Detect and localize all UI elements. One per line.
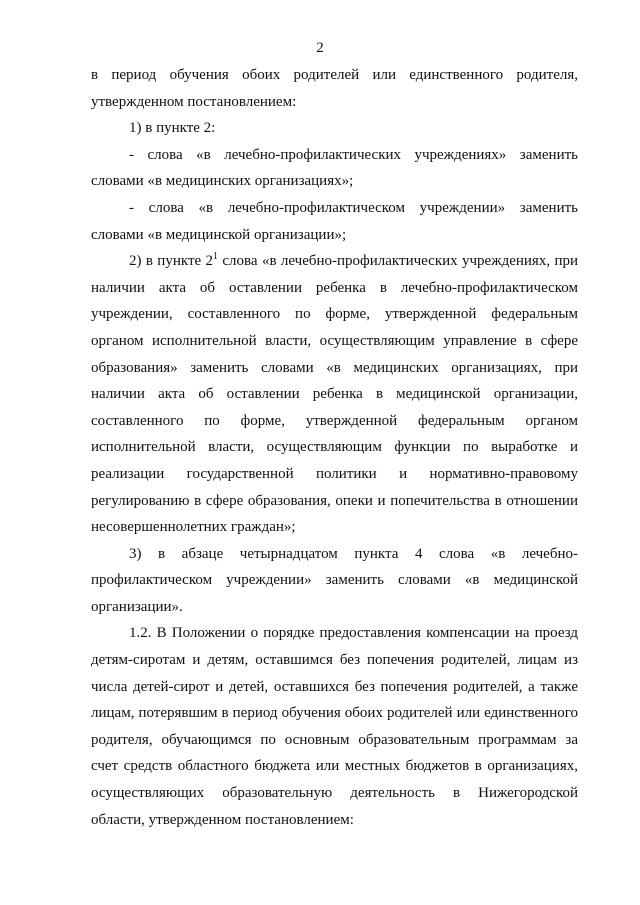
document-body: [91, 62, 578, 833]
paragraph-item-2: [91, 248, 578, 541]
paragraph-item-2-lead: 2) в пункте 2: [129, 253, 214, 270]
paragraph-item-1: 1) в пункте 2:: [129, 120, 216, 137]
paragraph-item-1-dash-1: - слова «в лечебно-профилактических учреждениях» заменить словами «в медицинских организациях»;: [91, 146, 578, 190]
paragraph-continuation: в период обучения обоих родителей или единственного родителя, утвержденном постановлением:: [91, 67, 578, 110]
page-number: 2: [316, 40, 324, 56]
superscript-1: 1: [213, 251, 219, 263]
paragraph-item-2-text: слова «в лечебно-профилактических учреждениях, при наличии акта об оставлении ребенка в лечебно-профилактическом учреждении, составленного по форме, утвержденной федеральным органом исполнительной власти, осуществляющим управление в сфере образования» заменить словами «в медицинских организациях, при наличии акта об оставлении ребенка в медицинской организации, составленного по форме, утвержденной федеральным органом исполнительной власти, осуществляющим функции по выработке и реализации государственной политики и нормативно-правовому регулированию в сфере образования, опеки и попечительства в отношении несовершеннолетних граждан»;: [91, 253, 578, 536]
paragraph-item-3: 3) в абзаце четырнадцатом пункта 4 слова «в лечебно-профилактическом учреждении» заменить словами «в медицинской организации».: [91, 545, 578, 615]
paragraph-section-1-2: 1.2. В Положении о порядке предоставления компенсации на проезд детям-сиротам и детям, оставшимся без попечения родителей, лицам из числа детей-сирот и детей, оставшихся без попечения родителей, а также лицам, потерявшим в период обучения обоих родителей или единственного родителя, обучающимся по основным образовательным программам за счет средств областного бюджета или местных бюджетов в организациях, осуществляющих образовательную деятельность в Нижегородской области, утвержденном постановлением:: [91, 625, 578, 828]
paragraph-item-1-dash-2: - слова «в лечебно-профилактическом учреждении» заменить словами «в медицинской организации»;: [91, 199, 578, 243]
